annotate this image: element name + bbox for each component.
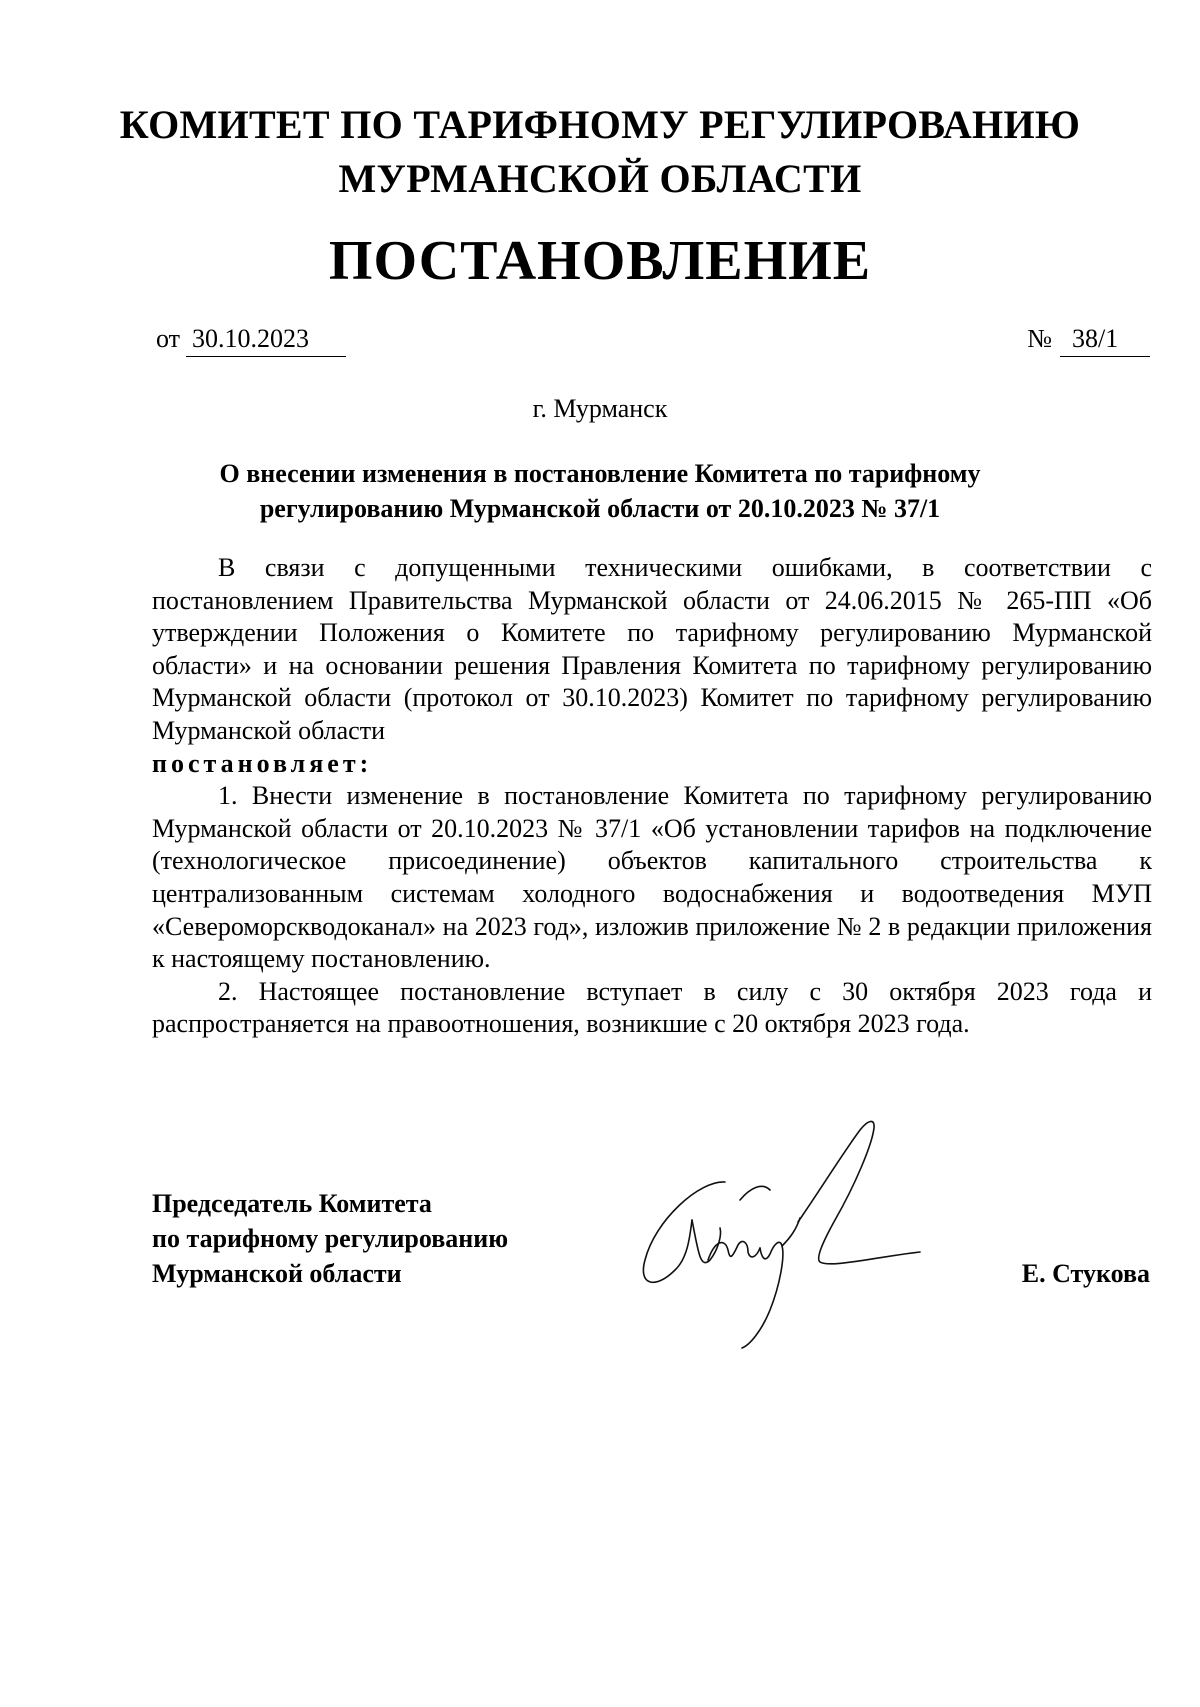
document-type-heading: ПОСТАНОВЛЕНИЕ [328, 230, 872, 292]
signatory-position [152, 1186, 508, 1291]
date-prefix: от [156, 324, 181, 353]
date-value: 30.10.2023 [186, 322, 346, 357]
item-1-paragraph: 1. Внести изменение в постановление Комитета по тарифному регулированию Мурманской области от 20.10.2023 № 37/1 «Об установлении тарифов на подключение (технологическое присоединение) объектов капитального строительства к централизованным системам холодного водоснабжения и водоотведения МУП «Североморскводоканал» на 2023 год», изложив приложение № 2 в редакции приложения к настоящему постановлению. [152, 781, 1152, 974]
document-title-line-2: регулированию Мурманской области от 20.10.2023 № 37/1 [259, 494, 941, 523]
handwritten-signature [630, 1110, 950, 1360]
city: г. Мурманск [532, 394, 668, 423]
organization-name [0, 98, 1200, 206]
document-title [150, 456, 1050, 526]
preamble-paragraph: В связи с допущенными техническими ошибками, в соответствии с постановлением Правительства Мурманской области от 24.06.2015 № 265-ПП «Об утверждении Положения о Комитете по тарифному регулированию Мурманской области» и на основании решения Правления Комитета по тарифному регулированию Мурманской области (протокол от 30.10.2023) Комитет по тарифному регулированию Мурманской области [152, 553, 1152, 745]
organization-name-line-1: КОМИТЕТ ПО ТАРИФНОМУ РЕГУЛИРОВАНИЮ [119, 102, 1081, 147]
item-2-paragraph: 2. Настоящее постановление вступает в силу с 30 октября 2023 года и распространяется на правоотношения, возникшие с 20 октября 2023 года. [152, 976, 1152, 1039]
document-title-line-1: О внесении изменения в постановление Комитета по тарифному [219, 459, 981, 488]
organization-name-line-2: МУРМАНСКОЙ ОБЛАСТИ [338, 156, 862, 201]
document-date [156, 322, 346, 357]
signatory-position-line-1: Председатель Комитета [152, 1189, 432, 1218]
number-value: 38/1 [1060, 322, 1150, 357]
signatory-position-line-3: Мурманской области [152, 1259, 402, 1288]
document-body [152, 552, 1152, 1041]
signatory-name: Е. Стукова [1021, 1259, 1150, 1288]
decree-word: постановляет: [152, 748, 373, 778]
number-prefix: № [1027, 324, 1052, 353]
signatory-position-line-2: по тарифному регулированию [152, 1224, 509, 1253]
document-number [1027, 322, 1150, 357]
